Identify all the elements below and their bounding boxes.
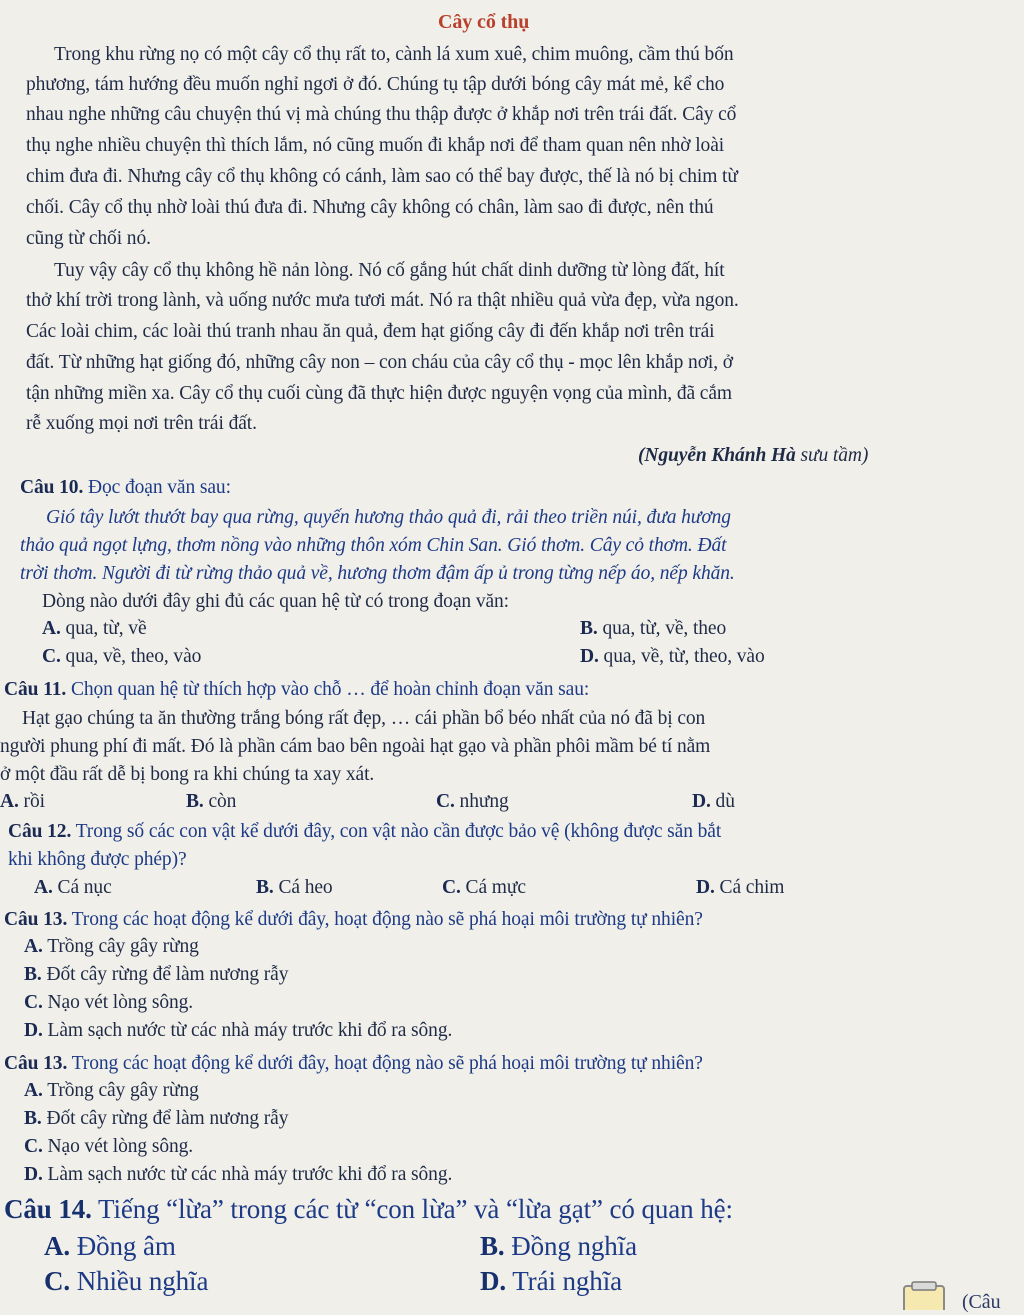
q14-number: Câu 14. xyxy=(4,1194,92,1224)
q10-prompt: Đọc đoạn văn sau: xyxy=(88,477,231,498)
q13b-option-a[interactable]: A. Trồng cây gây rừng xyxy=(24,1080,199,1101)
q11-option-b[interactable]: B. còn xyxy=(186,791,237,812)
q12-heading xyxy=(8,820,721,844)
q13b-prompt: Trong các hoạt động kể dưới đây, hoạt động nào sẽ phá hoại môi trường tự nhiên? xyxy=(71,1053,703,1074)
q12-number: Câu 12. xyxy=(8,821,72,842)
q11-passage-line: người phung phí đi mất. Đó là phần cám bao bên ngoài hạt gạo và phần phôi mầm bé tí nằm xyxy=(0,736,711,757)
q13a-heading xyxy=(4,908,703,932)
q12-option-b[interactable]: B. Cá heo xyxy=(256,877,333,898)
story-line: Tuy vậy cây cổ thụ không hề nản lòng. Nó cố gắng hút chất dinh dưỡng từ lòng đất, hít xyxy=(54,260,725,281)
q12-option-c[interactable]: C. Cá mực xyxy=(442,877,526,898)
q13a-number: Câu 13. xyxy=(4,909,68,930)
q11-heading xyxy=(4,678,589,702)
q10-option-a[interactable]: A. qua, từ, về xyxy=(42,618,147,639)
story-line: rễ xuống mọi nơi trên trái đất. xyxy=(26,413,257,434)
q12-prompt-line: khi không được phép)? xyxy=(8,849,187,870)
q13a-option-c[interactable]: C. Nạo vét lòng sông. xyxy=(24,992,194,1013)
q11-passage-line: ở một đầu rất dễ bị bong ra khi chúng ta xay xát. xyxy=(0,764,375,785)
q11-option-d[interactable]: D. dù xyxy=(692,791,735,812)
q14-heading xyxy=(4,1193,733,1225)
q11-option-a[interactable]: A. rồi xyxy=(0,791,45,812)
q11-passage-line: Hạt gạo chúng ta ăn thường trắng bóng rất đẹp, … cái phần bổ béo nhất của nó đã bị con xyxy=(22,708,706,729)
q13b-option-d[interactable]: D. Làm sạch nước từ các nhà máy trước khi đổ ra sông. xyxy=(24,1164,453,1185)
story-line: Các loài chim, các loài thú tranh nhau ăn quả, đem hạt giống cây đi đến khắp nơi trên trái xyxy=(26,321,715,342)
source-suffix: sưu tầm) xyxy=(800,445,869,466)
q13a-prompt: Trong các hoạt động kể dưới đây, hoạt động nào sẽ phá hoại môi trường tự nhiên? xyxy=(71,909,703,930)
q13b-number: Câu 13. xyxy=(4,1053,68,1074)
q11-option-c[interactable]: C. nhưng xyxy=(436,791,509,812)
story-line: thụ nghe nhiều chuyện thì thích lắm, nó cũng muốn đi khắp nơi để tham quan nên nhờ loài xyxy=(26,135,725,156)
q13a-option-b[interactable]: B. Đốt cây rừng để làm nương rẫy xyxy=(24,964,289,985)
story-line: nhau nghe những câu chuyện thú vị mà chúng thu thập được ở khắp nơi trên trái đất. Cây cổ xyxy=(26,104,737,125)
q10-passage-line: Gió tây lướt thướt bay qua rừng, quyến hương thảo quả đi, rải theo triền núi, đưa hương xyxy=(46,507,731,528)
q10-passage-line: trời thơm. Người đi từ rừng thảo quả về, hương thơm đậm ấp ủ trong từng nếp áo, nếp khăn. xyxy=(20,563,735,584)
q11-prompt: Chọn quan hệ từ thích hợp vào chỗ … để hoàn chỉnh đoạn văn sau: xyxy=(70,679,590,700)
story-line: tận những miền xa. Cây cổ thụ cuối cùng đã thực hiện được nguyện vọng của mình, đã cắm xyxy=(26,383,732,404)
q10-number: Câu 10. xyxy=(20,477,84,498)
story-line: phương, tám hướng đều muốn nghỉ ngơi ở đó. Chúng tụ tập dưới bóng cây mát mẻ, kể cho xyxy=(26,74,725,95)
story-source xyxy=(638,444,868,468)
q14-option-c[interactable]: C. Nhiều nghĩa xyxy=(44,1266,209,1296)
q14-option-a[interactable]: A. Đồng âm xyxy=(44,1231,176,1261)
q10-passage-line: thảo quả ngọt lựng, thơm nồng vào những thôn xóm Chin San. Gió thơm. Cây cỏ thơm. Đất xyxy=(20,535,727,556)
story-line: đất. Từ những hạt giống đó, những cây non – con cháu của cây cổ thụ - mọc lên khắp nơi, ở xyxy=(26,352,733,373)
q10-option-b[interactable]: B. qua, từ, về, theo xyxy=(580,618,727,639)
q12-option-a[interactable]: A. Cá nục xyxy=(34,877,112,898)
q10-option-d[interactable]: D. qua, về, từ, theo, vào xyxy=(580,646,765,667)
q10-option-c[interactable]: C. qua, về, theo, vào xyxy=(42,646,202,667)
q14-prompt: Tiếng “lừa” trong các từ “con lừa” và “lừa gạt” có quan hệ: xyxy=(98,1194,733,1224)
story-line: thở khí trời trong lành, và uống nước mưa tươi mát. Nó ra thật nhiều quả vừa đẹp, vừa ngon. xyxy=(26,290,739,311)
corner-text-fragment: (Câu xyxy=(962,1291,1001,1313)
q14-option-d[interactable]: D. Trái nghĩa xyxy=(480,1266,622,1296)
story-line: cũng từ chối nó. xyxy=(26,228,151,249)
q13b-option-c[interactable]: C. Nạo vét lòng sông. xyxy=(24,1136,194,1157)
story-line: chối. Cây cổ thụ nhờ loài thú đưa đi. Nhưng cây không có chân, làm sao đi được, nên thú xyxy=(26,197,714,218)
q10-ask: Dòng nào dưới đây ghi đủ các quan hệ từ có trong đoạn văn: xyxy=(42,591,509,612)
source-author: (Nguyễn Khánh Hà xyxy=(638,445,796,466)
story-line: chim đưa đi. Nhưng cây cổ thụ không có cánh, làm sao có thể bay được, thế là nó bị chim từ xyxy=(26,166,738,187)
q10-heading xyxy=(20,476,231,500)
q13a-option-a[interactable]: A. Trồng cây gây rừng xyxy=(24,936,199,957)
story-title: Cây cổ thụ xyxy=(438,11,530,33)
q11-number: Câu 11. xyxy=(4,679,67,700)
q13a-option-d[interactable]: D. Làm sạch nước từ các nhà máy trước khi đổ ra sông. xyxy=(24,1020,453,1041)
q12-option-d[interactable]: D. Cá chim xyxy=(696,877,785,898)
q13b-heading xyxy=(4,1052,703,1076)
story-line: Trong khu rừng nọ có một cây cổ thụ rất to, cành lá xum xuê, chim muông, cầm thú bốn xyxy=(54,44,734,65)
q14-option-b[interactable]: B. Đồng nghĩa xyxy=(480,1231,637,1261)
q12-prompt-line: Trong số các con vật kể dưới đây, con vật nào cần được bảo vệ (không được săn bắt xyxy=(75,821,722,842)
q13b-option-b[interactable]: B. Đốt cây rừng để làm nương rẫy xyxy=(24,1108,289,1129)
